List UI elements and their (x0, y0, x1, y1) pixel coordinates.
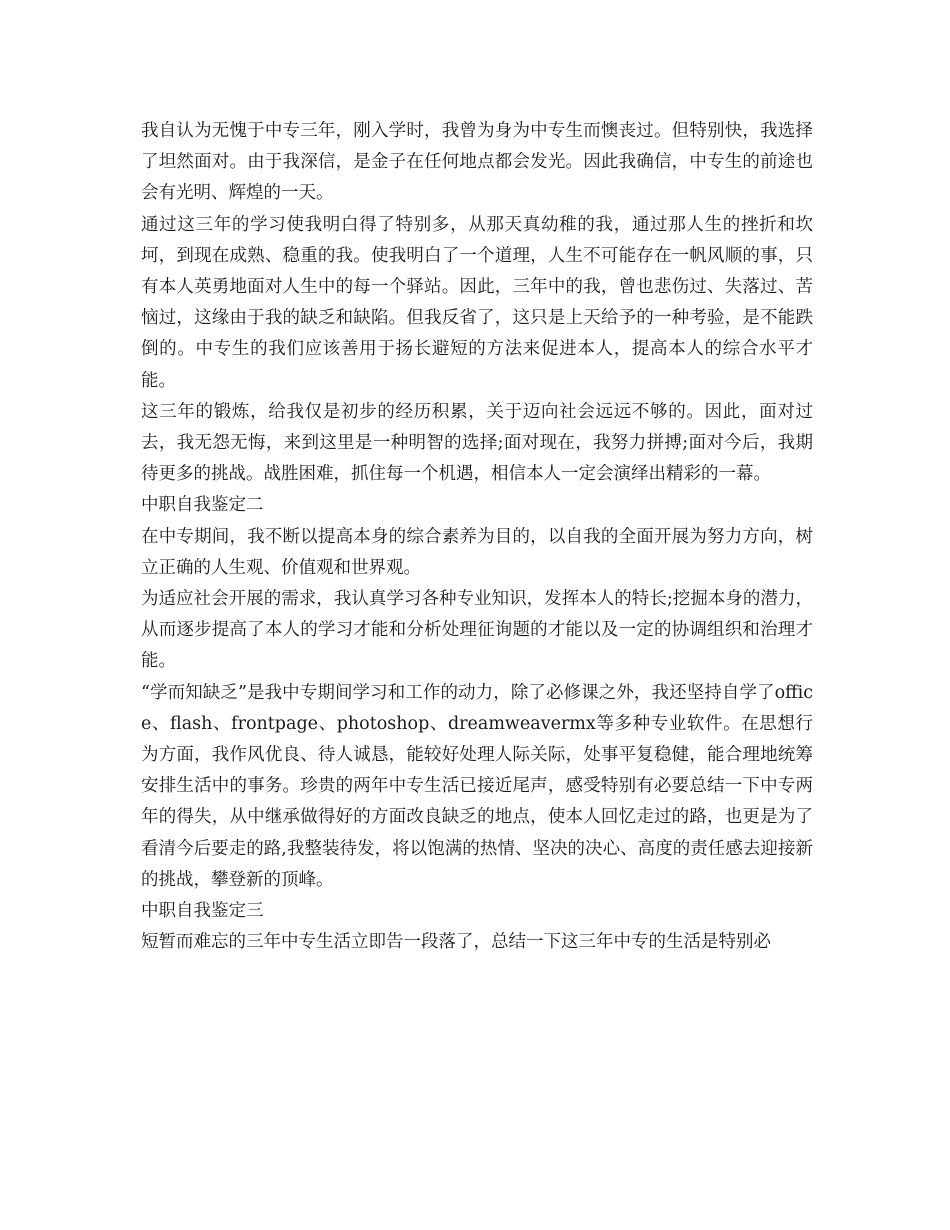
section-heading-three: 中职自我鉴定三 (141, 901, 264, 922)
paragraph-software: “学而知缺乏”是我中专期间学习和工作的动力，除了必修课之外，我还坚持自学了office、flash、frontpage、photoshop、dreamweavermx等多种专业软件。在思想行为方面，我作风优良、待人诚恳，能较好处理人际关际，处事平复稳健，能合理地统筹安排生活中的事务。珍贵的两年中专生活已接近尾声，感受特别有必要总结一下中专两年的得失，从中继承做得好的方面改良缺乏的地点，使本人回忆走过的路，也更是为了看清今后要走的路,我整装待发，将以饱满的热情、坚决的决心、高度的责任感去迎接新的挑战，攀登新的顶峰。 (141, 682, 813, 890)
section-heading-two: 中职自我鉴定二 (141, 495, 264, 516)
paragraph-values: 在中专期间，我不断以提高本身的综合素养为目的，以自我的全面开展为努力方向，树立正确的人生观、价值观和世界观。 (141, 526, 813, 578)
document-page (141, 116, 813, 958)
paragraph-skills: 为适应社会开展的需求，我认真学习各种专业知识，发挥本人的特长;挖掘本身的潜力，从而逐步提高了本人的学习才能和分析处理征询题的才能以及一定的协调组织和治理才能。 (141, 589, 813, 672)
paragraph-growth: 通过这三年的学习使我明白得了特别多，从那天真幼稚的我，通过那人生的挫折和坎坷，到现在成熟、稳重的我。使我明白了一个道理，人生不可能存在一帆风顺的事，只有本人英勇地面对人生中的每一个驿站。因此，三年中的我，曾也悲伤过、失落过、苦恼过，这缘由于我的缺乏和缺陷。但我反省了，这只是上天给予的一种考验，是不能跌倒的。中专生的我们应该善用于扬长避短的方法来促进本人，提高本人的综合水平才能。 (141, 214, 813, 391)
paragraph-intro: 我自认为无愧于中专三年，刚入学时，我曾为身为中专生而懊丧过。但特别快，我选择了坦然面对。由于我深信，是金子在任何地点都会发光。因此我确信，中专生的前途也会有光明、辉煌的一天。 (141, 121, 813, 204)
paragraph-summary: 短暂而难忘的三年中专生活立即告一段落了，总结一下这三年中专的生活是特别必 (141, 932, 771, 953)
paragraph-future: 这三年的锻炼，给我仅是初步的经历积累，关于迈向社会远远不够的。因此，面对过去，我无怨无悔，来到这里是一种明智的选择;面对现在，我努力拼搏;面对今后，我期待更多的挑战。战胜困难，抓住每一个机遇，相信本人一定会演绎出精彩的一幕。 (141, 401, 813, 485)
